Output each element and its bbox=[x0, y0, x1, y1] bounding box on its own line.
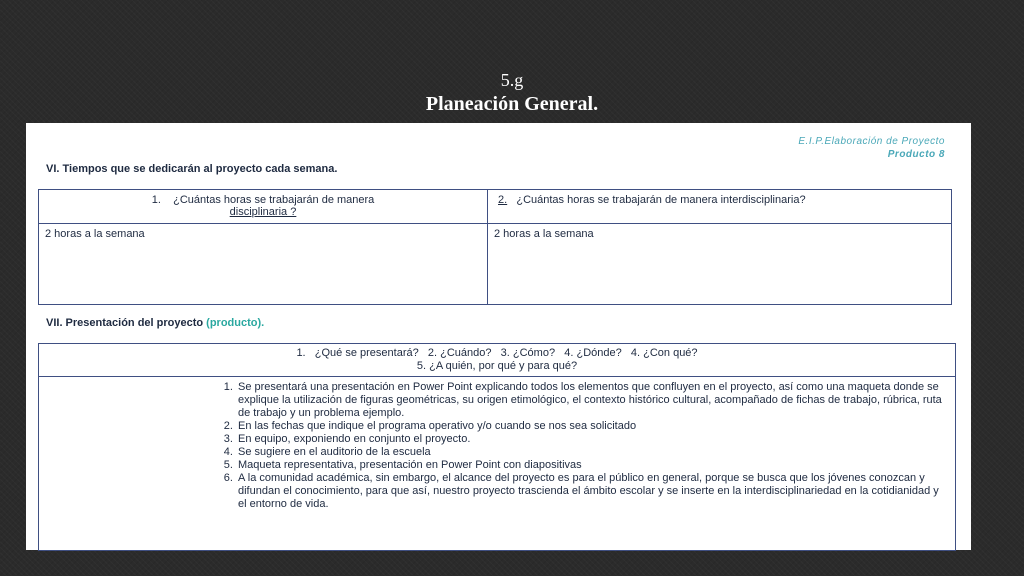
answer2-cell bbox=[488, 224, 952, 305]
presentation-table bbox=[38, 343, 956, 551]
section7-title bbox=[46, 317, 264, 329]
answer-item: 2. En las fechas que indique el programa operativo y/o cuando se nos sea solicitado bbox=[236, 420, 949, 433]
answers-list bbox=[214, 381, 949, 511]
answer1-text: 2 horas a la semana bbox=[45, 228, 145, 240]
slide-number: 5.g bbox=[500, 70, 524, 90]
question1-cell bbox=[39, 190, 488, 224]
questions-line1: 1. ¿Qué se presentará? 2. ¿Cuándo? 3. ¿Cómo? 4. ¿Dónde? 4. ¿Con qué? bbox=[296, 347, 698, 359]
answer-item: 4. Se sugiere en el auditorio de la escuela bbox=[236, 446, 949, 459]
q2-number: 2. bbox=[498, 194, 508, 206]
hours-table bbox=[38, 189, 952, 305]
answer-item: 1. Se presentará una presentación en Power Point explicando todos los elementos que confluyen en el proyecto, así como una maqueta donde se explique la utilización de figuras geométricas, su origen etimológico, el contexto histórico cultural, acompañado de fichas de trabajo, rúbrica, ruta de trabajo y un problema ejemplo. bbox=[236, 381, 949, 420]
q1-text: ¿Cuántas horas se trabajarán de manera bbox=[173, 194, 375, 206]
answer1-cell bbox=[39, 224, 488, 305]
questions-line2: 5. ¿A quién, por qué y para qué? bbox=[416, 360, 578, 372]
presentation-answers-cell bbox=[39, 377, 956, 551]
answer-item: 6. A la comunidad académica, sin embargo, el alcance del proyecto es para el público en general, porque se busca que los jóvenes conozcan y difundan el conocimiento, para que así, nuestro proyecto trascienda el ámbito escolar y se inserte en la interdisciplinariedad en la cotidianidad y el entorno de vida. bbox=[236, 472, 949, 511]
section6-title: VI. Tiempos que se dedicarán al proyecto cada semana. bbox=[46, 163, 338, 175]
document-image bbox=[26, 123, 971, 550]
q1-text-underlined: disciplinaria ? bbox=[229, 206, 297, 218]
answer2-text: 2 horas a la semana bbox=[494, 228, 594, 240]
section7-title-text: VII. Presentación del proyecto bbox=[46, 317, 204, 329]
doc-header-line2: Producto 8 bbox=[887, 149, 945, 160]
section7-title-accent: (producto). bbox=[206, 317, 265, 329]
doc-header-line1: E.I.P.Elaboración de Proyecto bbox=[798, 136, 945, 147]
question2-cell bbox=[488, 190, 952, 224]
slide-title: Planeación General. bbox=[425, 93, 599, 115]
answer-item: 3. En equipo, exponiendo en conjunto el proyecto. bbox=[236, 433, 949, 446]
presentation-questions-cell bbox=[39, 344, 956, 377]
q1-number: 1. bbox=[151, 194, 161, 206]
answer-item: 5. Maqueta representativa, presentación en Power Point con diapositivas bbox=[236, 459, 949, 472]
q2-text: ¿Cuántas horas se trabajarán de manera interdisciplinaria? bbox=[516, 194, 806, 206]
